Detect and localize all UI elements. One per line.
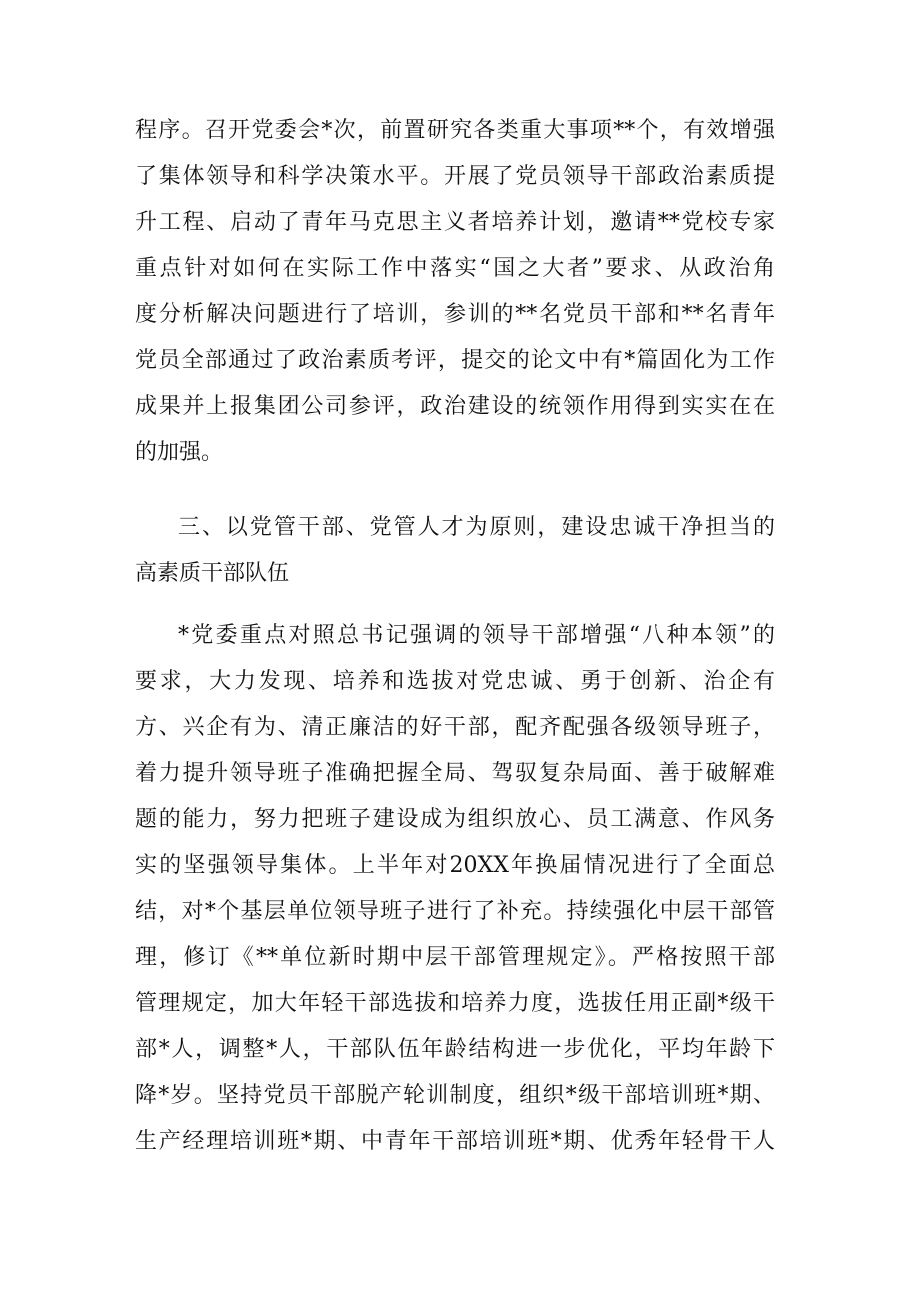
paragraph-line: 部*人，调整*人，干部队伍年龄结构进一步优化，平均年龄下: [135, 1037, 775, 1062]
paragraph-line: 度分析解决问题进行了培训，参训的**名党员干部和**名青年: [135, 302, 775, 327]
paragraph-line: 着力提升领导班子准确把握全局、驾驭复杂局面、善于破解难: [135, 761, 775, 786]
paragraph-line: 理，修订《**单位新时期中层干部管理规定》。严格按照干部: [135, 945, 775, 970]
section-heading: [135, 505, 775, 597]
paragraph-line: 题的能力，努力把班子建设成为组织放心、员工满意、作风务: [135, 807, 775, 832]
paragraph-line: 程序。召开党委会*次，前置研究各类重大事项**个，有效增强: [135, 118, 775, 143]
paragraph-line: 管理规定，加大年轻干部选拔和培养力度，选拔任用正副*级干: [135, 991, 775, 1016]
heading-line: 高素质干部队伍: [135, 561, 290, 586]
paragraph-line: 升工程、启动了青年马克思主义者培养计划，邀请**党校专家: [135, 210, 775, 235]
paragraph-line: 成果并上报集团公司参评，政治建设的统领作用得到实实在在: [135, 394, 775, 419]
paragraph-line: 要求，大力发现、培养和选拔对党忠诚、勇于创新、治企有: [135, 669, 775, 694]
paragraph-line: 结，对*个基层单位领导班子进行了补充。持续强化中层干部管: [135, 899, 775, 924]
paragraph-line: 党员全部通过了政治素质考评，提交的论文中有*篇固化为工作: [135, 348, 775, 373]
paragraph-line: 降*岁。坚持党员干部脱产轮训制度，组织*级干部培训班*期、: [135, 1083, 775, 1108]
paragraph-line: *党委重点对照总书记强调的领导干部增强“八种本领”的: [178, 623, 775, 648]
paragraph-line: 实的坚强领导集体。上半年对20XX年换届情况进行了全面总: [135, 853, 775, 878]
paragraph-line: 的加强。: [135, 440, 224, 465]
paragraph-line: 了集体领导和科学决策水平。开展了党员领导干部政治素质提: [135, 164, 775, 189]
heading-line: 三、以党管干部、党管人才为原则，建设忠诚干净担当的: [178, 515, 775, 540]
paragraph-continuation: [135, 108, 775, 476]
paragraph-line: 方、兴企有为、清正廉洁的好干部，配齐配强各级领导班子，: [135, 715, 775, 740]
paragraph-body: [135, 613, 775, 1165]
paragraph-line: 生产经理培训班*期、中青年干部培训班*期、优秀年轻骨干人: [135, 1129, 775, 1154]
paragraph-line: 重点针对如何在实际工作中落实“国之大者”要求、从政治角: [135, 256, 775, 281]
